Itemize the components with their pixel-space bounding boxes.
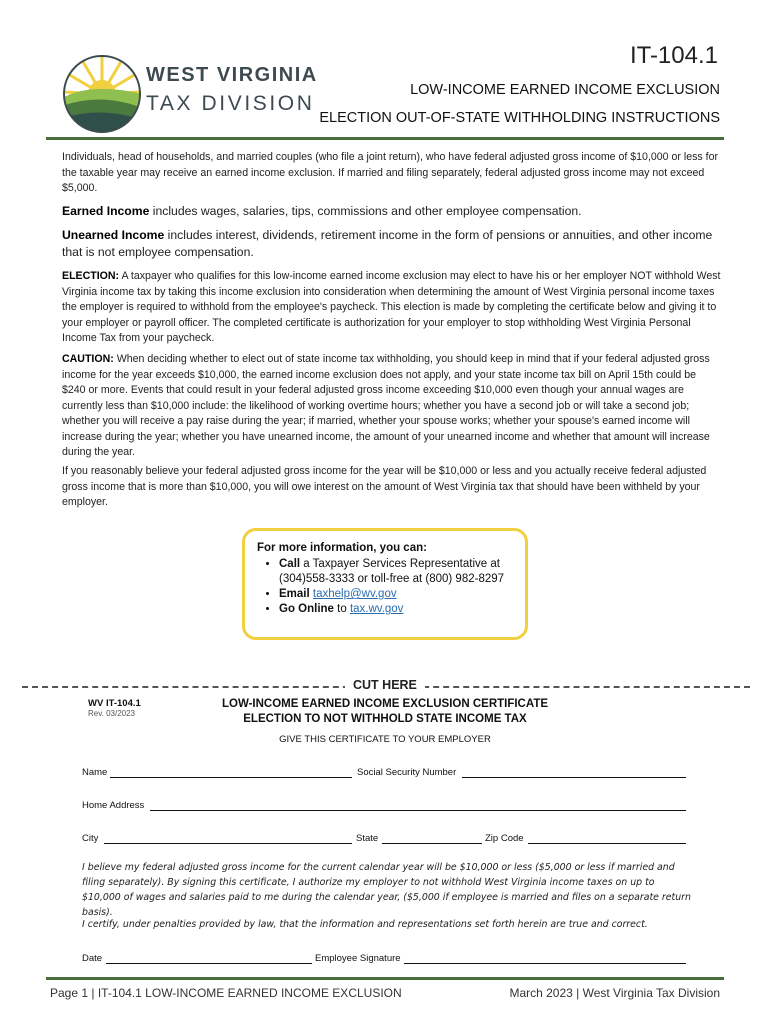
date-label: Date bbox=[82, 953, 103, 964]
info-email-item bbox=[279, 587, 513, 602]
certification-statement: I certify, under penalties provided by law, that the information and representations set forth herein are true and correct. bbox=[82, 919, 648, 930]
employee-signature-label: Employee Signature bbox=[315, 953, 401, 964]
header-divider bbox=[46, 137, 724, 140]
email-link[interactable]: taxhelp@wv.gov bbox=[312, 588, 397, 600]
info-online-item bbox=[279, 602, 513, 617]
form-number: IT-104.1 bbox=[629, 42, 718, 69]
election-text: A taxpayer who qualifies for this low-income earned income exclusion may elect to have his or her employer NOT withhold West Virginia income tax by taking this income exclusion into consideration when determining the amount of West Virginia personal income taxes the employer is required to withhold from the employee's paycheck. This election is made by completing the certificate below and giving it to your employer or payroll officer. The completed certificate is authorization for your employer to stop withholding West Virginia Personal Income Tax from your paycheck. bbox=[62, 270, 721, 344]
certificate-form-id: WV IT-104.1 bbox=[88, 698, 141, 709]
unearned-income-paragraph bbox=[62, 227, 722, 260]
email-label: Email bbox=[279, 588, 310, 600]
city-field[interactable] bbox=[104, 843, 352, 844]
page-title-line1: LOW-INCOME EARNED INCOME EXCLUSION bbox=[410, 82, 720, 98]
name-field[interactable] bbox=[110, 777, 352, 778]
more-information-box bbox=[242, 528, 528, 640]
earned-income-paragraph bbox=[62, 203, 722, 220]
date-field[interactable] bbox=[106, 963, 312, 964]
home-address-label: Home Address bbox=[82, 800, 145, 811]
state-label: State bbox=[356, 833, 379, 844]
call-label: Call bbox=[279, 558, 301, 570]
footer-divider bbox=[46, 977, 724, 980]
employee-signature-field[interactable] bbox=[404, 963, 686, 964]
info-call-item bbox=[279, 557, 513, 587]
caution-text: When deciding whether to elect out of state income tax withholding, you should keep in mind that if your federal adjusted gross income for the year exceeds $10,000, the earned income exclusion does not apply, and your state income tax bill on April 15th could be $240 or more. Events that could result in your federal adjusted gross income exceeding $10,000 even though your annual wages are currently less than $10,000 include: the likelihood of working overtime hours; whether you have a second job or will take a second job; whether you will receive a pay raise during the year; if married, whether your spouse works; whether your spouse's earned income will increase during the year; whether you have unearned income, the amount of your unearned income and whether that amount will increase during the year. bbox=[62, 353, 710, 458]
footer-date-division: March 2023 | West Virginia Tax Division bbox=[509, 986, 720, 1000]
city-label: City bbox=[82, 833, 99, 844]
zip-code-field[interactable] bbox=[528, 843, 686, 844]
logo-text-line2: TAX DIVISION bbox=[146, 92, 315, 115]
zip-code-label: Zip Code bbox=[485, 833, 524, 844]
caution-paragraph bbox=[62, 352, 722, 461]
state-field[interactable] bbox=[382, 843, 482, 844]
authorization-statement: I believe my federal adjusted gross income for the current calendar year will be $10,000 or less ($5,000 or less if married and filing separately). By signing this certificate, I authorize my employer to not withhold West Virginia income taxes on up to $10,000 of wages and salaries paid to me during the calendar year, ($5,000 if employee is married and files on a separate return basis). bbox=[82, 862, 691, 918]
certificate-title-line1: LOW-INCOME EARNED INCOME EXCLUSION CERTIFICATE bbox=[221, 698, 549, 710]
earned-income-text: includes wages, salaries, tips, commissions and other employee compensation. bbox=[149, 204, 582, 218]
unearned-income-text: includes interest, dividends, retirement income in the form of pensions or annuities, and other income that is not employee compensation. bbox=[62, 228, 713, 259]
caution-label: CAUTION: bbox=[62, 353, 114, 365]
election-paragraph bbox=[62, 269, 722, 347]
name-label: Name bbox=[82, 767, 108, 778]
give-to-employer-text: GIVE THIS CERTIFICATE TO YOUR EMPLOYER bbox=[279, 734, 491, 745]
certificate-title-line2: ELECTION TO NOT WITHHOLD STATE INCOME TAX bbox=[243, 713, 527, 725]
logo-text-line1: WEST VIRGINIA bbox=[146, 64, 318, 86]
ssn-label: Social Security Number bbox=[357, 767, 457, 778]
online-label: Go Online bbox=[279, 603, 334, 615]
election-label: ELECTION: bbox=[62, 270, 120, 282]
intro-paragraph: Individuals, head of households, and married couples (who file a joint return), who have federal adjusted gross income of $10,000 or less for the taxable year may receive an earned income exclusion. If married and filing separately, federal adjusted gross income may not exceed $5,000. bbox=[62, 151, 719, 194]
ssn-field[interactable] bbox=[462, 777, 686, 778]
home-address-field[interactable] bbox=[150, 810, 686, 811]
info-box-heading: For more information, you can: bbox=[257, 542, 427, 554]
website-link[interactable]: tax.wv.gov bbox=[349, 603, 404, 615]
call-text: a Taxpayer Services Representative at (304)558-3333 or toll-free at (800) 982-8297 bbox=[279, 558, 505, 585]
unearned-income-label: Unearned Income bbox=[62, 228, 165, 242]
certificate-revision: Rev. 03/2023 bbox=[88, 709, 135, 718]
cut-here-label: CUT HERE bbox=[345, 678, 425, 692]
online-to-text: to bbox=[333, 603, 350, 615]
wv-tax-division-logo bbox=[62, 54, 142, 134]
closing-paragraph: If you reasonably believe your federal adjusted gross income for the year will be $10,000 or less and you actually receive federal adjusted gross income that is more than $10,000, you will owe interest on the amount of West Virginia tax that should have been withheld by your employer. bbox=[62, 465, 707, 508]
earned-income-label: Earned Income bbox=[62, 204, 150, 218]
footer-page-info: Page 1 | IT-104.1 LOW-INCOME EARNED INCOME EXCLUSION bbox=[50, 986, 402, 1000]
page-title-line2: ELECTION OUT-OF-STATE WITHHOLDING INSTRUCTIONS bbox=[319, 110, 720, 126]
